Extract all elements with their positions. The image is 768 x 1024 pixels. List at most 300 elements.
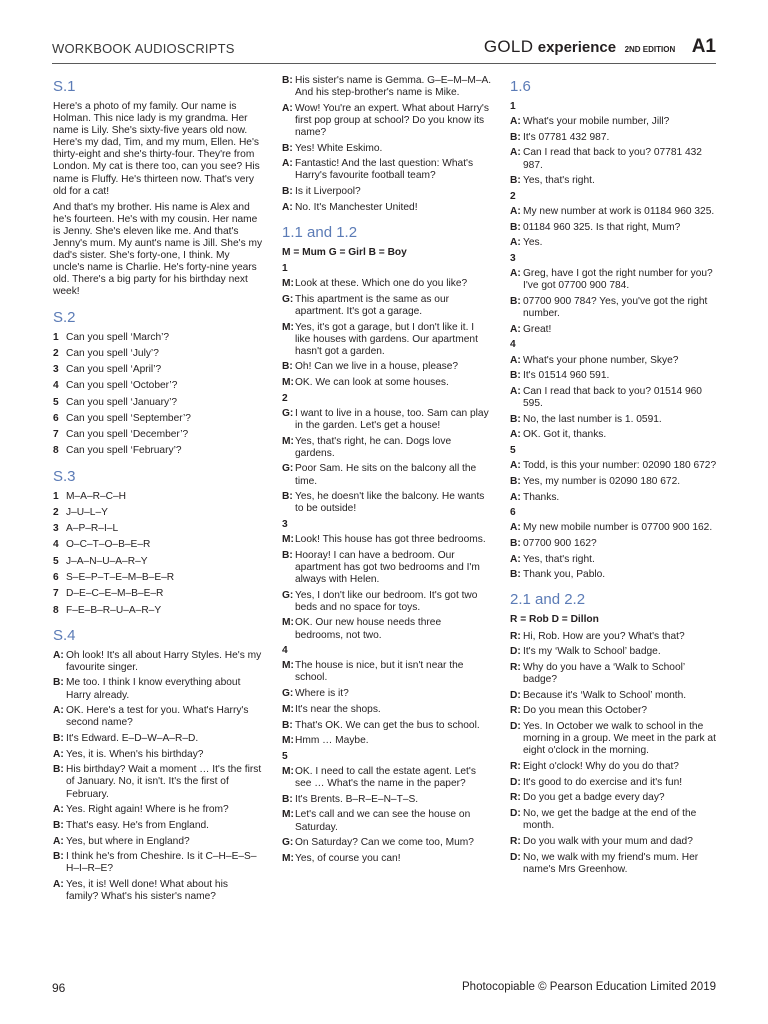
- dialogue-line: [282, 550, 492, 586]
- dialogue-text: No, the last number is 1. 0591.: [523, 413, 662, 425]
- dialogue-text: Yes, that's right.: [523, 553, 595, 565]
- dialogue-line: [53, 705, 263, 729]
- dialogue-line: [510, 646, 718, 658]
- speaker-label: A:: [53, 835, 64, 847]
- dialogue-line: [53, 851, 263, 875]
- dialogue-text: Why do you have a ‘Walk to School’ badge?: [523, 661, 685, 686]
- dialogue-text: Thanks.: [523, 491, 560, 503]
- speaker-label: A:: [282, 158, 293, 170]
- dialogue-text: Yes! White Eskimo.: [295, 142, 383, 154]
- section-s2: [53, 309, 263, 458]
- speaker-label: R:: [510, 835, 521, 847]
- brand-logo: [484, 36, 716, 58]
- exercise-number: 1: [282, 263, 288, 274]
- speaker-key: R = Rob D = Dillon: [510, 614, 599, 626]
- dialogue-text: Wow! You're an expert. What about Harry's first pop group at school? Do you know its name?: [295, 102, 489, 138]
- dialogue-text: This apartment is the same as our apartment. It's got a garage.: [295, 293, 450, 317]
- dialogue-line: [510, 296, 718, 320]
- dialogue-line: [510, 206, 718, 218]
- dialogue-line: [282, 202, 492, 214]
- speaker-label: G:: [282, 589, 294, 601]
- copyright: Photocopiable © Pearson Education Limited 2019: [462, 981, 716, 993]
- speaker-label: A:: [510, 268, 521, 280]
- section-s4: [53, 627, 263, 904]
- speaker-label: B:: [282, 549, 293, 561]
- dialogue-line: [282, 186, 492, 198]
- dialogue-text: Yes, but where in England?: [66, 835, 190, 847]
- item-text: F–E–B–R–U–A–R–Y: [66, 604, 162, 616]
- speaker-label: A:: [510, 522, 521, 534]
- speaker-label: A:: [510, 206, 521, 218]
- numbered-list: [53, 491, 263, 617]
- speaker-label: G:: [282, 688, 294, 700]
- speaker-label: M:: [282, 617, 294, 629]
- speaker-label: R:: [510, 630, 521, 642]
- speaker-label: M:: [282, 765, 294, 777]
- dialogue-line: [282, 590, 492, 614]
- dialogue-text: Do you get a badge every day?: [523, 792, 665, 804]
- exercise-number: 5: [510, 445, 516, 457]
- dialogue-text: What's your mobile number, Jill?: [523, 116, 670, 128]
- dialogue-text: Yes, he doesn't like the balcony. He wants to be outside!: [295, 491, 485, 515]
- brand-edition: 2ND EDITION: [624, 45, 676, 54]
- dialogue-text: 07700 900 162?: [523, 538, 597, 549]
- speaker-label: M:: [282, 321, 294, 333]
- speaker-label: A:: [510, 116, 521, 128]
- dialogue-line: [282, 143, 492, 155]
- dialogue-line: [53, 879, 263, 903]
- section-s4-continued: [282, 75, 492, 214]
- dialogue-text: Can I read that back to you? 01514 960 595.: [523, 385, 702, 409]
- item-number: 2: [53, 347, 59, 359]
- section-title: 1.1 and 1.2: [282, 223, 358, 241]
- dialogue-line: [510, 132, 718, 144]
- dialogue-text: Look! This house has got three bedrooms.: [295, 534, 486, 546]
- speaker-label: B:: [510, 475, 521, 487]
- dialogue-line: [282, 660, 492, 684]
- dialogue-text: Yes, of course you can!: [295, 852, 401, 864]
- dialogue-text: Hi, Rob. How are you? What's that?: [523, 630, 685, 642]
- speaker-label: M:: [282, 735, 294, 747]
- dialogue-line: [510, 792, 718, 804]
- dialogue-text: Look at these. Which one do you like?: [295, 278, 468, 290]
- speaker-label: A:: [282, 102, 293, 114]
- list-item: [53, 588, 263, 600]
- exercise-group: [510, 101, 718, 581]
- speaker-label: A:: [510, 553, 521, 565]
- speaker-label: A:: [510, 323, 521, 335]
- exercise-group: [282, 263, 492, 865]
- dialogue-text: No. It's Manchester United!: [295, 201, 418, 213]
- item-number: 2: [53, 506, 59, 518]
- header-rule: [52, 63, 716, 64]
- dialogue-line: [510, 852, 718, 876]
- dialogue-line: [53, 677, 263, 701]
- dialogue-text: Fantastic! And the last question: What's Harry's favourite football team?: [295, 158, 474, 182]
- item-number: 8: [53, 445, 59, 457]
- dialogue-text: Can I read that back to you? 07781 432 987.: [523, 147, 702, 171]
- dialogue-text: Yes, that's right.: [523, 175, 595, 187]
- dialogue-text: My new mobile number is 07700 900 162.: [523, 522, 713, 534]
- dialogue-line: [510, 460, 718, 472]
- dialogue-text: What's your phone number, Skye?: [523, 354, 679, 366]
- speaker-label: B:: [53, 677, 64, 689]
- item-number: 6: [53, 412, 59, 424]
- item-number: 7: [53, 588, 59, 600]
- level-label: A1: [691, 36, 716, 57]
- page-number: 96: [52, 981, 66, 995]
- dialogue-line: [510, 538, 718, 550]
- dialogue-text: Eight o'clock! Why do you do that?: [523, 760, 679, 772]
- speaker-label: B:: [510, 538, 521, 549]
- dialogue-line: [510, 476, 718, 488]
- dialogue-line: [282, 704, 492, 716]
- speaker-label: G:: [282, 293, 294, 305]
- item-text: J–U–L–Y: [66, 506, 108, 518]
- dialogue-line: [53, 836, 263, 848]
- item-text: Can you spell ‘March’?: [66, 331, 170, 343]
- dialogue-text: No, we get the badge at the end of the month.: [523, 808, 697, 832]
- dialogue-text: Oh! Can we live in a house, please?: [295, 361, 459, 373]
- dialogue-line: [510, 355, 718, 367]
- speaker-label: B:: [282, 361, 293, 373]
- dialogue-text: Hmm … Maybe.: [295, 735, 369, 747]
- dialogue-text: Great!: [523, 323, 552, 335]
- dialogue-line: [282, 75, 492, 99]
- dialogue-line: [510, 569, 718, 581]
- speaker-label: D:: [510, 689, 521, 701]
- speaker-label: B:: [282, 793, 293, 805]
- brand-experience: experience: [537, 39, 617, 56]
- dialogue-text: Do you walk with your mum and dad?: [523, 835, 693, 847]
- dialogue-line: [53, 764, 263, 800]
- speaker-label: B:: [282, 142, 293, 154]
- speaker-label: B:: [53, 732, 64, 744]
- dialogue-text: It's Edward. E–D–W–A–R–D.: [66, 732, 199, 744]
- exercise-number: 2: [510, 190, 516, 202]
- dialogue-text: 01184 960 325. Is that right, Mum?: [523, 221, 681, 233]
- dialogue-text: Yes, my number is 02090 180 672.: [523, 475, 681, 487]
- dialogue-text: Yes, it's got a garage, but I don't like it. I like houses with gardens. Our apartment hasn't got a garden.: [295, 321, 478, 357]
- item-text: Can you spell ‘January’?: [66, 396, 177, 408]
- speaker-label: B:: [53, 819, 64, 831]
- dialogue-line: [510, 324, 718, 336]
- section-title: 1.6: [510, 78, 531, 95]
- list-item: [53, 507, 263, 519]
- dialogue-text: Yes. Right again! Where is he from?: [66, 804, 229, 816]
- dialogue-text: Greg, have I got the right number for you? I've got 07700 900 784.: [523, 268, 713, 292]
- dialogue-text: Is it Liverpool?: [295, 186, 361, 198]
- dialogue-text: I want to live in a house, too. Sam can play in the garden. Let's get a house!: [295, 407, 489, 431]
- item-text: Can you spell ‘December’?: [66, 429, 189, 441]
- speaker-label: G:: [282, 837, 294, 849]
- speaker-label: B:: [282, 75, 293, 86]
- speaker-label: M:: [282, 435, 294, 447]
- list-item: [53, 429, 263, 441]
- speaker-label: A:: [53, 879, 64, 891]
- dialogue-text: OK. Got it, thanks.: [523, 429, 607, 441]
- dialogue-text: It's 07781 432 987.: [523, 131, 610, 143]
- item-text: Can you spell ‘July’?: [66, 347, 159, 359]
- dialogue-line: [510, 777, 718, 789]
- list-item: [53, 572, 263, 584]
- dialogue-text: OK. Our new house needs three bedrooms, not two.: [295, 617, 442, 641]
- dialogue-text: Yes, I don't like our bedroom. It's got two beds and no space for toys.: [295, 589, 478, 613]
- header-title: WORKBOOK AUDIOSCRIPTS: [52, 41, 235, 56]
- section-1-6: [510, 78, 718, 581]
- list-item: [53, 332, 263, 344]
- speaker-label: R:: [510, 760, 521, 772]
- dialogue-text: It's near the shops.: [295, 703, 381, 715]
- section-s3: [53, 468, 263, 617]
- item-number: 3: [53, 364, 59, 376]
- dialogue-text: Me too. I think I know everything about Harry already.: [66, 677, 241, 701]
- speaker-label: A:: [510, 429, 521, 441]
- dialogue-text: It's Brents. B–R–E–N–T–S.: [295, 793, 419, 805]
- dialogue-text: It's 01514 960 591.: [523, 370, 610, 382]
- section-s1: [53, 78, 263, 299]
- dialogue-text: Todd, is this your number: 02090 180 672?: [523, 460, 717, 472]
- speaker-label: A:: [510, 354, 521, 366]
- dialogue-line: [282, 436, 492, 460]
- exercise-number: 4: [282, 645, 288, 657]
- dialogue-line: [282, 361, 492, 373]
- speaker-label: B:: [510, 131, 521, 143]
- dialogue-line: [282, 158, 492, 182]
- speaker-label: M:: [282, 534, 294, 546]
- speaker-label: M:: [282, 852, 294, 864]
- dialogue-text: His birthday? Wait a moment … It's the first of January. No, it isn't. It's the first of February.: [66, 764, 262, 800]
- speaker-label: M:: [282, 660, 294, 672]
- speaker-label: B:: [510, 413, 521, 425]
- speaker-label: B:: [510, 569, 521, 581]
- dialogue-text: His sister's name is Gemma. G–E–M–M–A. And his step-brother's name is Mike.: [295, 75, 492, 99]
- exercise-number: 4: [510, 339, 516, 351]
- dialogue-line: [510, 662, 718, 686]
- speaker-label: D:: [510, 808, 521, 820]
- speaker-label: A:: [510, 237, 521, 249]
- dialogue-line: [510, 386, 718, 410]
- dialogue-line: [282, 294, 492, 318]
- dialogue-line: [282, 463, 492, 487]
- dialogue-line: [510, 175, 718, 187]
- speaker-label: A:: [510, 385, 521, 397]
- speaker-label: D:: [510, 776, 521, 788]
- dialogue-text: My new number at work is 01184 960 325.: [523, 206, 715, 218]
- item-text: Can you spell ‘September’?: [66, 412, 191, 424]
- item-number: 1: [53, 490, 59, 502]
- dialogue-text: Yes, it is. When's his birthday?: [66, 748, 204, 760]
- item-number: 8: [53, 604, 59, 616]
- dialogue-line: [510, 116, 718, 128]
- exercise-number: 3: [282, 519, 288, 531]
- item-text: Can you spell ‘April’?: [66, 364, 162, 376]
- column-2: [282, 75, 492, 875]
- section-title: S.2: [53, 308, 76, 326]
- speaker-label: B:: [510, 295, 521, 307]
- dialogue-text: Yes. In October we walk to school in the morning in a group. We meet in the park at eight o'clock in the morning.: [523, 721, 716, 757]
- dialogue-line: [510, 414, 718, 426]
- dialogue-line: [282, 809, 492, 833]
- speaker-label: A:: [53, 748, 64, 760]
- item-number: 4: [53, 539, 59, 551]
- item-text: Can you spell ‘February’?: [66, 445, 182, 457]
- dialogue-text: It's my ‘Walk to School’ badge.: [523, 646, 661, 658]
- dialogue-line: [282, 377, 492, 389]
- dialogue-line: [282, 534, 492, 546]
- dialogue-line: [510, 237, 718, 249]
- dialogue-text: Where is it?: [295, 688, 349, 700]
- column-3: [510, 75, 718, 886]
- speaker-label: M:: [282, 278, 294, 290]
- dialogue-text: Let's call and we can see the house on Saturday.: [295, 809, 471, 833]
- dialogue-text: 07700 900 784? Yes, you've got the right number.: [523, 295, 708, 320]
- item-number: 1: [53, 331, 59, 343]
- exercise-number: 5: [282, 750, 288, 762]
- dialogue-line: [282, 103, 492, 139]
- dialogue-line: [510, 522, 718, 534]
- dialogue-line: [282, 837, 492, 849]
- list-item: [53, 556, 263, 568]
- speaker-label: B:: [282, 491, 293, 503]
- section-title: S.1: [53, 78, 76, 95]
- item-text: J–A–N–U–A–R–Y: [66, 555, 148, 567]
- dialogue-line: [510, 808, 718, 832]
- dialogue-line: [53, 749, 263, 761]
- dialogue-text: OK. I need to call the estate agent. Let's see … What's the name in the paper?: [295, 765, 476, 790]
- speaker-label: B:: [53, 851, 64, 863]
- section-1-1-and-1-2: [282, 224, 492, 865]
- exercise-number: 3: [510, 253, 516, 265]
- dialogue-line: [282, 735, 492, 747]
- dialogue-line: [53, 804, 263, 816]
- dialogue-line: [510, 268, 718, 292]
- item-text: S–E–P–T–E–M–B–E–R: [66, 571, 175, 583]
- dialogue-line: [510, 492, 718, 504]
- dialogue-text: Yes, that's right, he can. Dogs love gardens.: [295, 435, 452, 459]
- item-text: A–P–R–I–L: [66, 523, 119, 535]
- speaker-label: A:: [53, 649, 64, 661]
- dialogue-line: [510, 631, 718, 643]
- dialogue-line: [282, 491, 492, 515]
- dialogue-text: The house is nice, but it isn't near the school.: [295, 660, 464, 684]
- list-item: [53, 523, 263, 535]
- speaker-label: M:: [282, 809, 294, 821]
- dialogue-line: [282, 794, 492, 806]
- speaker-label: B:: [282, 719, 293, 731]
- paragraph: And that's my brother. His name is Alex and he's fourteen. He's with my cousin. Her name is Jenny. She's eleven like me. And that's Jenny's mum. My aunt's name is Jill. She's my dad's sister. She's forty-one, I think. My uncle's name is Charlie. He's forty-nine years old. There's a big party for his birthday next week!: [53, 201, 263, 298]
- dialogue-line: [53, 733, 263, 745]
- dialogue-line: [53, 650, 263, 674]
- section-title: 2.1 and 2.2: [510, 591, 586, 609]
- dialogue-line: [510, 721, 718, 757]
- item-text: O–C–T–O–B–E–R: [66, 539, 151, 551]
- dialogue-line: [510, 554, 718, 566]
- item-number: 6: [53, 571, 59, 583]
- dialogue-text: Yes.: [523, 237, 543, 249]
- dialogue-line: [282, 322, 492, 358]
- dialogue-text: That's easy. He's from England.: [66, 819, 209, 831]
- section-title: S.3: [53, 467, 76, 485]
- dialogue-line: [510, 836, 718, 848]
- dialogue-line: [282, 720, 492, 732]
- dialogue-line: [282, 853, 492, 865]
- speaker-label: B:: [510, 175, 521, 187]
- list-item: [53, 380, 263, 392]
- exercise-number: 2: [282, 392, 288, 404]
- dialogue-line: [282, 408, 492, 432]
- dialogue: [282, 75, 492, 214]
- exercise-number: 6: [510, 507, 516, 519]
- dialogue-text: On Saturday? Can we come too, Mum?: [295, 837, 474, 849]
- dialogue-line: [53, 820, 263, 832]
- exercise-number: 1: [510, 101, 516, 112]
- list-item: [53, 605, 263, 617]
- dialogue-text: OK. Here's a test for you. What's Harry's second name?: [66, 705, 249, 729]
- dialogue: [53, 650, 263, 904]
- list-item: [53, 413, 263, 425]
- item-text: D–E–C–E–M–B–E–R: [66, 588, 164, 600]
- dialogue-text: Oh look! It's all about Harry Styles. He's my favourite singer.: [66, 649, 262, 673]
- speaker-label: A:: [53, 804, 64, 816]
- speaker-label: B:: [510, 221, 521, 233]
- dialogue-line: [510, 222, 718, 234]
- dialogue-line: [510, 429, 718, 441]
- speaker-label: B:: [53, 764, 64, 776]
- dialogue-line: [510, 705, 718, 717]
- speaker-label: A:: [282, 201, 293, 213]
- speaker-label: R:: [510, 661, 521, 673]
- speaker-label: R:: [510, 705, 521, 717]
- item-number: 5: [53, 555, 59, 567]
- item-number: 7: [53, 429, 59, 441]
- speaker-label: D:: [510, 851, 521, 863]
- speaker-key: M = Mum G = Girl B = Boy: [282, 246, 407, 258]
- list-item: [53, 364, 263, 376]
- speaker-label: D:: [510, 721, 521, 733]
- speaker-label: G:: [282, 463, 294, 475]
- dialogue-line: [510, 690, 718, 702]
- dialogue-line: [282, 688, 492, 700]
- list-item: [53, 539, 263, 551]
- list-item: [53, 397, 263, 409]
- dialogue-line: [282, 766, 492, 790]
- speaker-label: M:: [282, 703, 294, 715]
- section-title: S.4: [53, 626, 76, 644]
- dialogue-text: Hooray! I can have a bedroom. Our apartment has got two bedrooms and I'm always with Helen.: [295, 549, 480, 585]
- item-number: 3: [53, 523, 59, 535]
- speaker-label: A:: [510, 147, 521, 159]
- list-item: [53, 445, 263, 457]
- dialogue-text: Thank you, Pablo.: [523, 569, 606, 581]
- brand-gold: GOLD: [483, 37, 534, 56]
- dialogue-line: [282, 617, 492, 641]
- paragraph: Here's a photo of my family. Our name is Holman. This nice lady is my grandma. Her name is Lily. She's sixty-five years old now. Here's my dad, Tim, and my mum, Ellen. He's thirty-eight and she's thirty-four. They're from London. My cat is there too, can you see? His name is Fluffy. He's thirteen now. That's very old for a cat!: [53, 101, 260, 197]
- speaker-label: A:: [510, 460, 521, 472]
- item-text: M–A–R–C–H: [66, 490, 127, 502]
- item-number: 4: [53, 380, 59, 392]
- dialogue-text: OK. We can look at some houses.: [295, 377, 449, 389]
- speaker-label: B:: [282, 186, 293, 198]
- dialogue-text: No, we walk with my friend's mum. Her name's Mrs Greenhow.: [523, 851, 699, 875]
- dialogue-text: Do you mean this October?: [523, 705, 648, 717]
- numbered-list: [53, 332, 263, 458]
- dialogue-text: Poor Sam. He sits on the balcony all the time.: [295, 463, 477, 487]
- dialogue-text: It's good to do exercise and it's fun!: [523, 776, 683, 788]
- speaker-label: D:: [510, 646, 521, 658]
- speaker-label: G:: [282, 407, 294, 419]
- section-2-1-and-2-2: [510, 591, 718, 875]
